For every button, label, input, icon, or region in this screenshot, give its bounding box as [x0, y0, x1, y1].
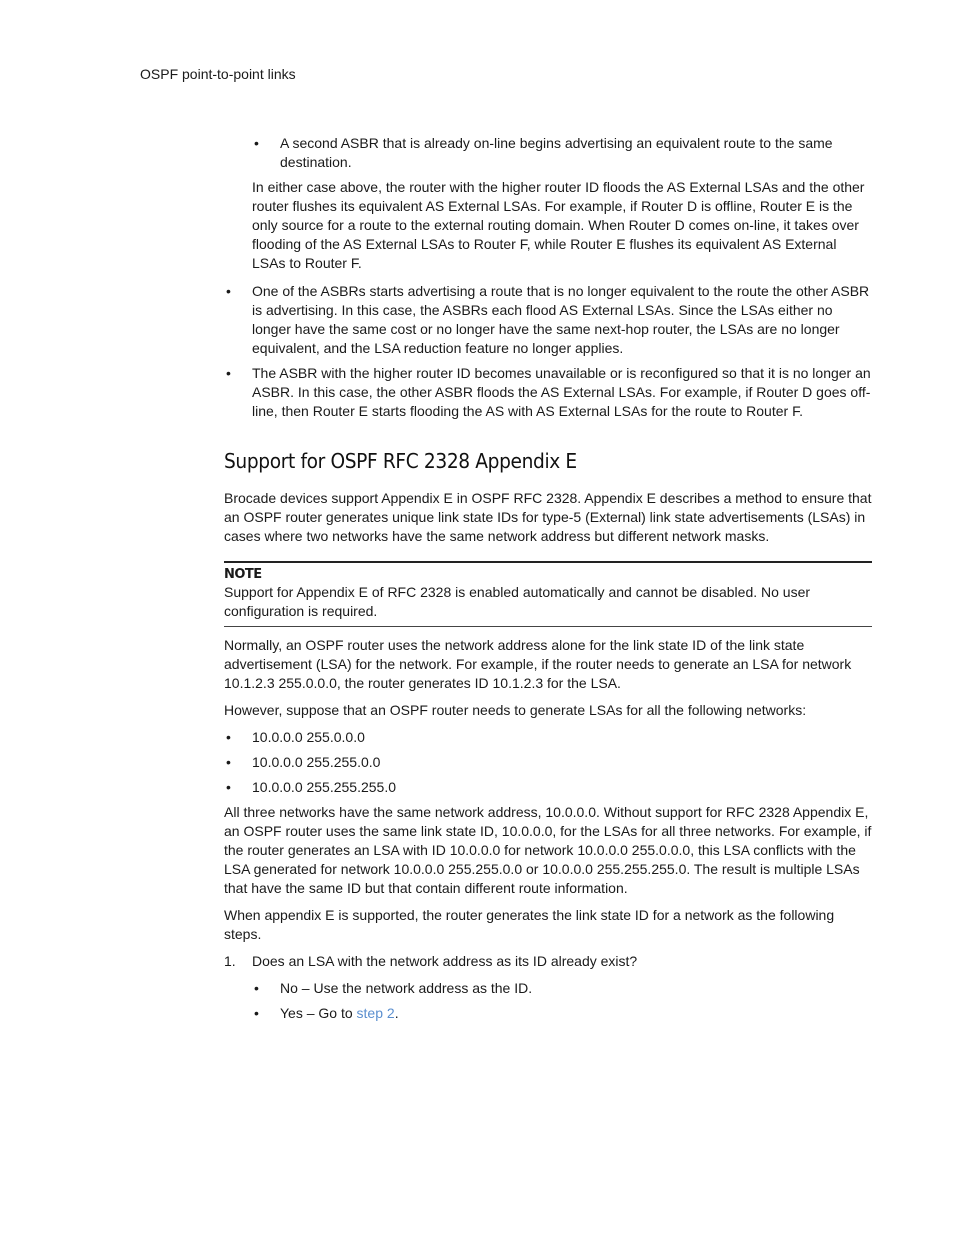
bullet-icon: •: [226, 365, 231, 381]
bullet-icon: •: [226, 779, 231, 795]
list-item: • Yes – Go to step 2.: [254, 1005, 399, 1021]
list-item: • 10.0.0.0 255.255.0.0: [226, 754, 381, 770]
bullet-icon: •: [254, 1005, 259, 1021]
step-text: Does an LSA with the network address as its ID already exist?: [252, 953, 638, 969]
bullet-icon: •: [254, 135, 259, 151]
step-2-link[interactable]: step 2: [356, 1005, 395, 1021]
list-item: [224, 952, 872, 971]
paragraph: However, suppose that an OSPF router needs to generate LSAs for all the following networks:: [224, 702, 807, 718]
paragraph: In either case above, the router with the higher router ID floods the AS External LSAs and the other router flushes its equivalent AS External LSAs. For example, if Router D is offline, Router E is the only source for a route to the external routing domain. When Router D comes on-line, it takes over flooding of the AS External LSAs to Router F, while Router E flushes its equivalent AS External LSAs to Router F.: [252, 179, 865, 271]
bullet-list: [224, 282, 872, 421]
paragraph: When appendix E is supported, the router generates the link state ID for a network as the following steps.: [224, 907, 835, 942]
list-item: • The ASBR with the higher router ID becomes unavailable or is reconfigured so that it is no longer an ASBR. In this case, the other ASBR floods the AS External LSAs. For example, if Router D goes off-line, then Router E starts flooding the AS with AS External LSAs for the route to Router F.: [226, 365, 871, 419]
section-heading: Support for OSPF RFC 2328 Appendix E: [224, 449, 577, 473]
paragraph: Brocade devices support Appendix E in OSPF RFC 2328. Appendix E describes a method to ensure that an OSPF router generates unique link state IDs for type-5 (External) link state advertisements (LSAs) in cases where two networks have the same network address but different network masks.: [224, 490, 872, 544]
main-content: [224, 282, 872, 1023]
running-header: OSPF point-to-point links: [140, 66, 296, 82]
list-item: • 10.0.0.0 255.255.255.0: [226, 779, 397, 795]
note-text: Support for Appendix E of RFC 2328 is enabled automatically and cannot be disabled. No user configuration is required.: [224, 584, 811, 619]
paragraph: Normally, an OSPF router uses the network address alone for the link state ID of the link state advertisement (LSA) for the network. For example, if the router needs to generate an LSA for network 10.1.2.3 255.0.0.0, the router generates ID 10.1.2.3 for the LSA.: [224, 637, 852, 691]
bullet-icon: •: [226, 283, 231, 299]
list-item: • No – Use the network address as the ID.: [254, 980, 533, 996]
network-list: [224, 728, 872, 797]
steps-list: [224, 952, 872, 971]
bullet-icon: •: [254, 980, 259, 996]
list-item: • A second ASBR that is already on-line begins advertising an equivalent route to the same destination.: [254, 135, 833, 170]
list-item: • One of the ASBRs starts advertising a route that is no longer equivalent to the route the other ASBR is advertising. In this case, the ASBRs each flood AS External LSAs. Since the LSAs either no longer have the same cost or no longer have the same next-hop router, the LSAs are no longer equivalent, and the LSA reduction feature no longer applies.: [226, 283, 870, 356]
sub-bullet-list: [252, 134, 872, 172]
continued-content: [252, 134, 872, 273]
sub-bullet-list: [252, 979, 872, 1023]
bullet-icon: •: [226, 754, 231, 770]
paragraph: All three networks have the same network address, 10.0.0.0. Without support for RFC 2328 Appendix E, an OSPF router uses the same link state ID, 10.0.0.0, for the LSAs for all three networks. For example, if the router generates an LSA with ID 10.0.0.0 for network 10.0.0.0 255.0.0.0, this LSA conflicts with the LSA generated for network 10.0.0.0 255.255.0.0 or 10.0.0.0 255.255.255.0. The result is multiple LSAs that have the same ID but that contain different route information.: [224, 804, 872, 896]
note-label: NOTE: [224, 567, 262, 582]
bullet-icon: •: [226, 729, 231, 745]
note-box: [224, 561, 872, 627]
list-item: • 10.0.0.0 255.0.0.0: [226, 729, 365, 745]
step-number: 1.: [224, 953, 236, 969]
